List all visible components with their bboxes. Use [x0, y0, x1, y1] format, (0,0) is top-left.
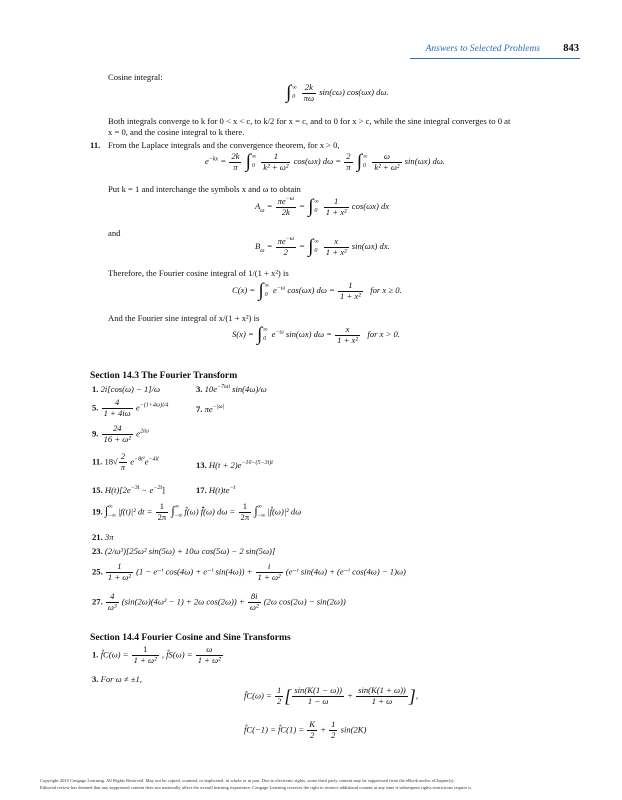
header-rule: [410, 58, 580, 59]
answer-14-3-15: 15. $H(t)[2e^{-3t} - e^{-2t}]$: [92, 485, 165, 495]
copyright-line-1: Copyright 2010 Cengage Learning. All Rights Reserved. May not be copied, scanned, or duplicated, in whole or in part. Due to electronic rights, some third party content may be suppressed from the eBook and/or eChapter(s).: [40, 778, 455, 783]
problem-11-text: From the Laplace integrals and the convergence theorem, for x > 0,: [108, 140, 340, 150]
problem-11-number: 11.: [90, 140, 101, 150]
answer-14-3-9: 9. $\frac{24}{\text{16 + ω²}}$ $e^{2i\omega}$: [92, 423, 149, 444]
c-x-equation: C(x) = ∫ ∞ 0 $e^{-\omega}$ cos(ωx) dω = $\frac{1}{\text{1 + x²}}$ for x ≥ 0.: [232, 279, 402, 301]
convergence-note-1: Both integrals converge to k for 0 < x < c, to k/2 for x = c, and to 0 for x > c, while the sine integral converges to 0 at: [108, 116, 511, 126]
page-number: 843: [563, 43, 579, 54]
fourier-sine-text: And the Fourier sine integral of x/(1 + x²) is: [108, 313, 260, 323]
laplace-integrals-equation: $e^{-kx}$ = $\frac{2k}{\pi}$ ∫ ∞ 0 $\frac{1}{\text{k² + ω²}}$ cos(ωx) dω = $\frac{2}{\pi}$ ∫ ∞ 0 $\frac{\omega}{\text{k² + ω²}}$ sin(ωx) dω.: [205, 150, 445, 172]
integral-sign: ∫: [286, 82, 292, 103]
cosine-integral-label: Cosine integral:: [108, 72, 163, 82]
answer-14-3-3: 3. $10e^{-7\omega i}$ sin(4ω)/ω: [196, 384, 267, 394]
answer-14-3-19: 19. ∫ ∞ −∞ |f(t)|² dt = $\frac{1}{2\pi}$ ∫ ∞ −∞ f̂(ω) f̄̂(ω) dω = $\frac{1}{2\pi}$ ∫ ∞ −∞ |f̂(ω)|² dω: [92, 501, 302, 522]
answer-14-3-1: 1. 2i[cos(ω) − 1]/ω: [92, 384, 161, 394]
answer-14-4-1: 1. f̂C(ω) = $\frac{1}{\text{1 + ω²}}$ , f̂S(ω) = $\frac{\omega}{\text{1 + ω²}}$: [92, 644, 221, 665]
answer-14-3-7: 7. $\pi e^{-|\omega|}$: [196, 404, 225, 414]
and-text: and: [108, 228, 121, 238]
answer-14-3-13: 13. $H(t + 2)e^{-10-(5-3i)t}$: [196, 460, 273, 470]
fourier-cosine-text: Therefore, the Fourier cosine integral of 1/(1 + x²) is: [108, 268, 289, 278]
answer-14-4-3-equation: f̂C(ω) = $\frac{1}{2}$ [ $\frac{\sin(K(1 - \omega))}{1 - \omega}$ + $\frac{\sin(K(1 + \omega))}{1 + \omega}$ ],: [244, 685, 418, 707]
answer-14-3-5: 5. $\frac{4}{1 + 4i\omega}$ $e^{-(1+4\omega)i/4}$: [92, 397, 169, 418]
answer-14-3-27: 27. $\frac{4}{\text{ω³}}$ (sin(2ω)(4ω² − 1) + 2ω cos(2ω)) + $\frac{8i}{\text{ω²}}$ (2ω cos(2ω) − sin(2ω)): [92, 591, 346, 612]
answer-14-3-21: 21. 3π: [92, 532, 114, 542]
put-k-text: Put k = 1 and interchange the symbols x and ω to obtain: [108, 184, 301, 194]
b-omega-equation: $B_\omega$ = $\frac{\pi e^{-\omega}}{2}$ = ∫ ∞ 0 $\frac{x}{\text{1 + x²}}$ sin(ωx) dx.: [255, 235, 390, 258]
answer-14-3-17: 17. $H(t)te^{-t}$: [196, 485, 236, 495]
cosine-integral-equation: ∫ ∞ 0 $\frac{2k}{\pi\omega}$ sin(cω) cos(ωx) dω.: [286, 81, 389, 103]
answer-14-3-11: 11. 18√ $\frac{2}{\pi}$ $e^{-8t^2}e^{-4it}$: [92, 451, 159, 472]
section-14-3-title: Section 14.3 The Fourier Transform: [90, 370, 238, 381]
s-x-equation: S(x) = ∫ ∞ 0 $e^{-\omega}$ sin(ωx) dω = $\frac{x}{\text{1 + x²}}$ for x > 0.: [232, 323, 400, 345]
a-omega-equation: $A_\omega$ = $\frac{\pi e^{-\omega}}{2k}$ = ∫ ∞ 0 $\frac{1}{\text{1 + x²}}$ cos(ωx) dx: [255, 195, 390, 218]
convergence-note-2: x = 0, and the cosine integral to k there.: [108, 127, 245, 137]
section-14-4-title: Section 14.4 Fourier Cosine and Sine Transforms: [90, 632, 291, 643]
copyright-line-2: Editorial review has deemed that any suppressed content does not materially affect the overall learning experience. Cengage Learning reserves the right to remove additional content at any time if subsequent rights restrictions require it.: [40, 785, 472, 790]
answer-14-4-3-boundary: f̂C(−1) = f̂C(1) = $\frac{K}{2}$ + $\frac{1}{2}$ sin(2K): [244, 719, 367, 740]
running-header-title: Answers to Selected Problems: [425, 44, 540, 54]
answer-14-3-25: 25. $\frac{1}{\text{1 + ω²}}$ (1 − e⁻ⁱ cos(4ω) + e⁻ⁱ sin(4ω)) + $\frac{i}{\text{1 + ω²}}$ (e⁻ⁱ sin(4ω) + (e⁻ⁱ cos(4ω) − 1)ω): [92, 561, 406, 582]
answer-14-4-3-label: 3. For ω ≠ ±1,: [92, 674, 142, 684]
answer-14-3-23: 23. (2/ω³)[25ω² sin(5ω) + 10ω cos(5ω) − 2 sin(5ω)]: [92, 546, 276, 556]
